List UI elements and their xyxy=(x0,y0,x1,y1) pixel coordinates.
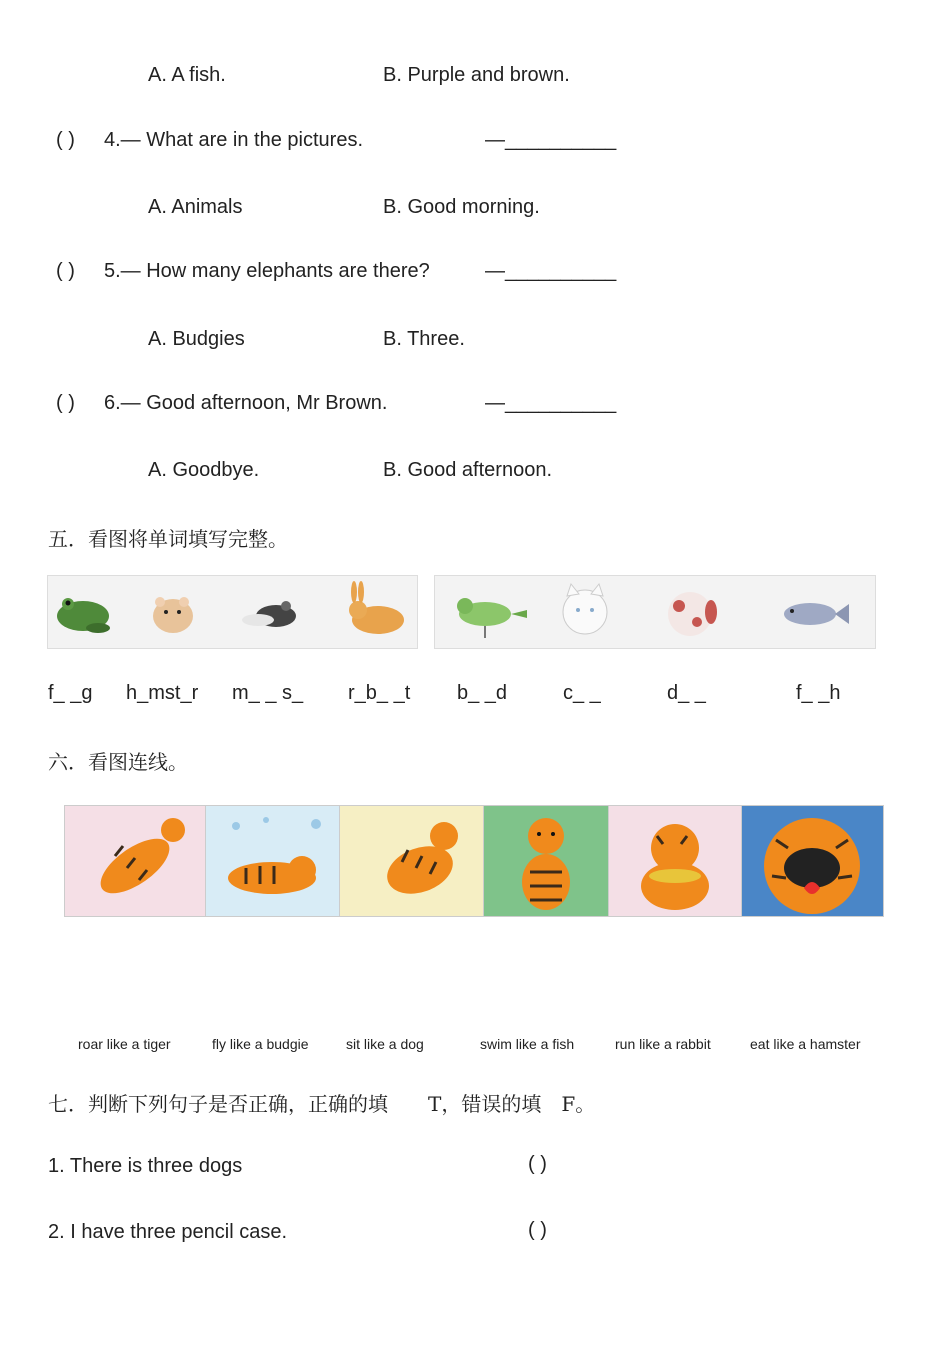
q5-option-a: A. Budgies xyxy=(148,328,245,350)
section6-title: 六．看图连线。 xyxy=(48,750,188,774)
bird-icon xyxy=(457,598,527,638)
fish-icon xyxy=(784,603,849,625)
tiger-icon xyxy=(381,822,460,902)
word-blank-frog: f_ _g xyxy=(48,682,93,704)
caption-fly: fly like a budgie xyxy=(212,1036,309,1052)
word-blank-dog: d_ _ xyxy=(667,682,706,704)
cat-icon xyxy=(563,584,607,634)
judge-item-2: 2. I have three pencil case. xyxy=(48,1221,288,1243)
word-blank-bird: b_ _d xyxy=(457,682,508,704)
judge-bracket-2: ( ) xyxy=(528,1219,547,1241)
q6-option-b: B. Good afternoon. xyxy=(383,459,553,481)
q6-bracket: ( ) xyxy=(56,392,75,414)
q3-option-b: B. Purple and brown. xyxy=(383,64,570,86)
judge-item-1: 1. There is three dogs xyxy=(48,1155,243,1177)
word-blank-rabbit: r_b_ _t xyxy=(348,682,411,704)
tiger-picture-5 xyxy=(608,805,742,917)
judge-bracket-1: ( ) xyxy=(528,1153,547,1175)
animals-strip-left xyxy=(47,575,418,649)
tiger-icon xyxy=(92,818,185,904)
q4-text: 4.— What are in the pictures. xyxy=(104,129,364,151)
tiger-picture-6 xyxy=(741,805,884,917)
q4-bracket: ( ) xyxy=(56,129,75,151)
caption-eat: eat like a hamster xyxy=(750,1036,861,1052)
tiger-icon xyxy=(522,818,570,910)
word-blank-fish: f_ _h xyxy=(796,682,841,704)
q5-option-b: B. Three. xyxy=(383,328,465,350)
section5-title: 五．看图将单词填写完整。 xyxy=(48,527,288,551)
caption-roar: roar like a tiger xyxy=(78,1036,171,1052)
q6-text: 6.— Good afternoon, Mr Brown. xyxy=(104,392,388,414)
caption-run: run like a rabbit xyxy=(615,1036,711,1052)
frog-icon xyxy=(57,598,110,633)
tiger-picture-3 xyxy=(339,805,484,917)
hamster-icon xyxy=(153,597,193,633)
section7-title: 七．判断下列句子是否正确，正确的填 T，错误的填 F。 xyxy=(48,1092,596,1116)
caption-swim: swim like a fish xyxy=(480,1036,575,1052)
word-blank-mouse: m_ _ s_ xyxy=(232,682,304,704)
q5-answer-line: —__________ xyxy=(485,260,617,282)
q4-option-a: A. Animals xyxy=(148,196,243,218)
dog-icon xyxy=(668,592,717,636)
tiger-icon xyxy=(228,817,321,894)
q4-option-b: B. Good morning. xyxy=(383,196,540,218)
word-blank-hamster: h_mst_r xyxy=(126,682,199,704)
tiger-picture-1 xyxy=(64,805,206,917)
tiger-icon xyxy=(764,818,860,914)
q4-answer-line: —__________ xyxy=(485,129,617,151)
rabbit-icon xyxy=(349,581,404,634)
tiger-icon xyxy=(641,824,709,910)
tiger-picture-2 xyxy=(205,805,340,917)
q6-option-a: A. Goodbye. xyxy=(148,459,260,481)
animals-strip-right xyxy=(434,575,876,649)
tiger-picture-4 xyxy=(483,805,609,917)
caption-sit: sit like a dog xyxy=(346,1036,424,1052)
mouse-icon xyxy=(242,601,296,627)
q5-text: 5.— How many elephants are there? xyxy=(104,260,430,282)
q3-option-a: A. A fish. xyxy=(148,64,226,86)
q6-answer-line: —__________ xyxy=(485,392,617,414)
word-blank-cat: c_ _ xyxy=(563,682,601,704)
q5-bracket: ( ) xyxy=(56,260,75,282)
